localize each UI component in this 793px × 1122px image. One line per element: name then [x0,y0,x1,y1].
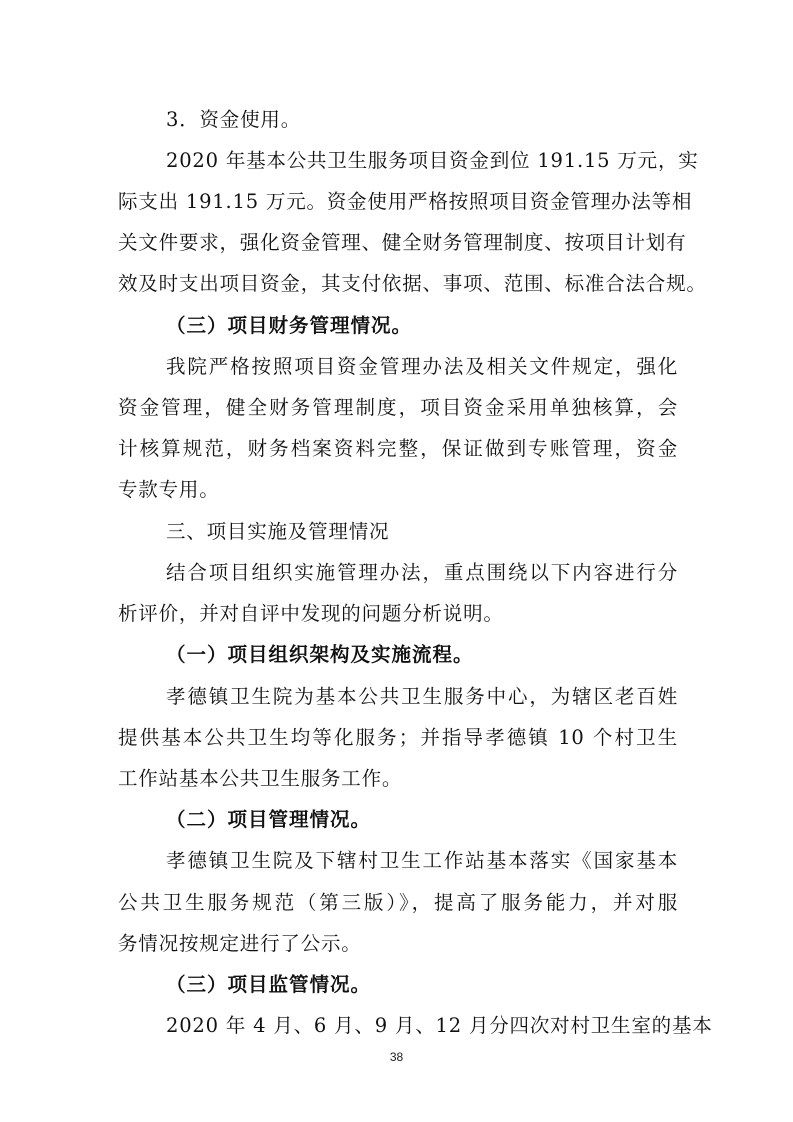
paragraph-line: 计核算规范，财务档案资料完整，保证做到专账管理，资金 [118,437,678,460]
section-heading: （二）项目管理情况。 [166,808,372,831]
paragraph-line: 务情况按规定进行了公示。 [118,932,362,955]
paragraph-line: 际支出 191.15 万元。资金使用严格按照项目资金管理办法等相 [118,190,693,213]
paragraph-line: 2020 年 4 月、6 月、9 月、12 月分四次对村卫生室的基本 [166,1014,713,1037]
paragraph-line: 结合项目组织实施管理办法，重点围绕以下内容进行分 [166,561,678,584]
paragraph-line: 析评价，并对自评中发现的问题分析说明。 [118,602,504,625]
paragraph-line: 资金管理，健全财务管理制度，项目资金采用单独核算，会 [118,396,678,419]
paragraph-line: 效及时支出项目资金，其支付依据、事项、范围、标准合法合规。 [118,272,707,295]
page-number: 38 [389,1050,404,1064]
paragraph-line: 孝德镇卫生院为基本公共卫生服务中心，为辖区老百姓 [166,685,678,708]
section-heading: （一）项目组织架构及实施流程。 [166,643,474,666]
section-heading: （三）项目监管情况。 [166,973,372,996]
paragraph-line: 关文件要求，强化资金管理、健全财务管理制度、按项目计划有 [118,231,687,254]
paragraph-line: 工作站基本公共卫生服务工作。 [118,767,403,790]
paragraph-line: 我院严格按照项目资金管理办法及相关文件规定，强化 [166,355,678,378]
paragraph-line: 提供基本公共卫生均等化服务；并指导孝德镇 10 个村卫生 [118,726,678,749]
paragraph-line: 公共卫生服务规范（第三版）》，提高了服务能力，并对服 [118,891,678,914]
paragraph-line: 3．资金使用。 [166,108,302,131]
chapter-heading: 三、项目实施及管理情况 [166,520,390,543]
paragraph-line: 孝德镇卫生院及下辖村卫生工作站基本落实《国家基本 [166,849,678,872]
section-heading: （三）项目财务管理情况。 [166,314,413,337]
paragraph-line: 2020 年基本公共卫生服务项目资金到位 191.15 万元，实 [166,149,699,172]
paragraph-line: 专款专用。 [118,478,220,501]
